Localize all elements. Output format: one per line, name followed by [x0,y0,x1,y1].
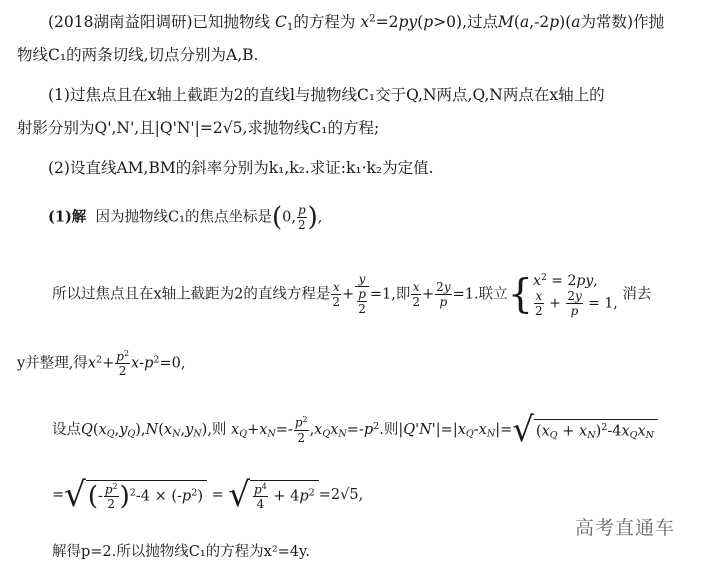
problem-source: (2018湖南益阳调研) [48,13,193,31]
solution-line-5: =√(- $\frac{p^2}{2}$ )$^2-4 \times (-p^2)$ = √ $\frac{p^4}{4}$ + $4p^2 =2√5$, [52,475,364,515]
problem-line-1: (2018湖南益阳调研)已知抛物线 $C_1$的方程为 $x^2=2py(p>0)$,过点M(a,-2p)(a为常数)作抛 [48,13,665,33]
question-2: (2)设直线AM,BM的斜率分别为k₁,k₂.求证:k₁·k₂为定值. [48,159,434,177]
question-1-line-1: (1)过焦点且在x轴上截距为2的直线l与抛物线C₁交于Q,N两点,Q,N两点在x轴上的 [48,86,605,104]
solution-line-6: 解得p=2.所以抛物线C₁的方程为x²=4y. [52,544,310,560]
solution-line-2: 所以过焦点且在x轴上截距为2的直线方程是 $\frac{x}{2}$ + $\frac{y}{\frac{p}{2}}$ =1,即 $\frac{x}{2}$ + $\frac{2y}{p}$ =1.联立{$x^2 = 2py$, $\frac{x}{2}$ + $\frac{2y}{p}$ = 1, 消去 [52,271,652,318]
watermark-logo-text: 高考直通车 [575,517,676,539]
problem-line-2: 物线C₁的两条切线,切点分别为A,B. [17,46,259,64]
solution-line-1: (1)解 因为抛物线C₁的焦点坐标是(0, $\frac{p}{2}$ ), [48,202,323,233]
solution-label: (1)解 [48,208,87,226]
solution-line-4: 设点$Q(x_Q,y_Q),N(x_N,y_N)$,则 $x_Q+x_N=-$ $\frac{p^2}{2}$ $,x_Qx_N=-p^2$.则$|Q'N'|=|x_Q-x_N|=√$ $(x_Q + x_N)^2-4x_Qx_N$ [52,413,658,447]
solution-line-3: y并整理,得$x^2+$ $\frac{p^2}{2}$ $x-p^2=0$, [17,349,186,379]
question-1-line-2: 射影分别为Q',N',且|Q'N'|=2√5,求抛物线C₁的方程; [17,119,380,137]
